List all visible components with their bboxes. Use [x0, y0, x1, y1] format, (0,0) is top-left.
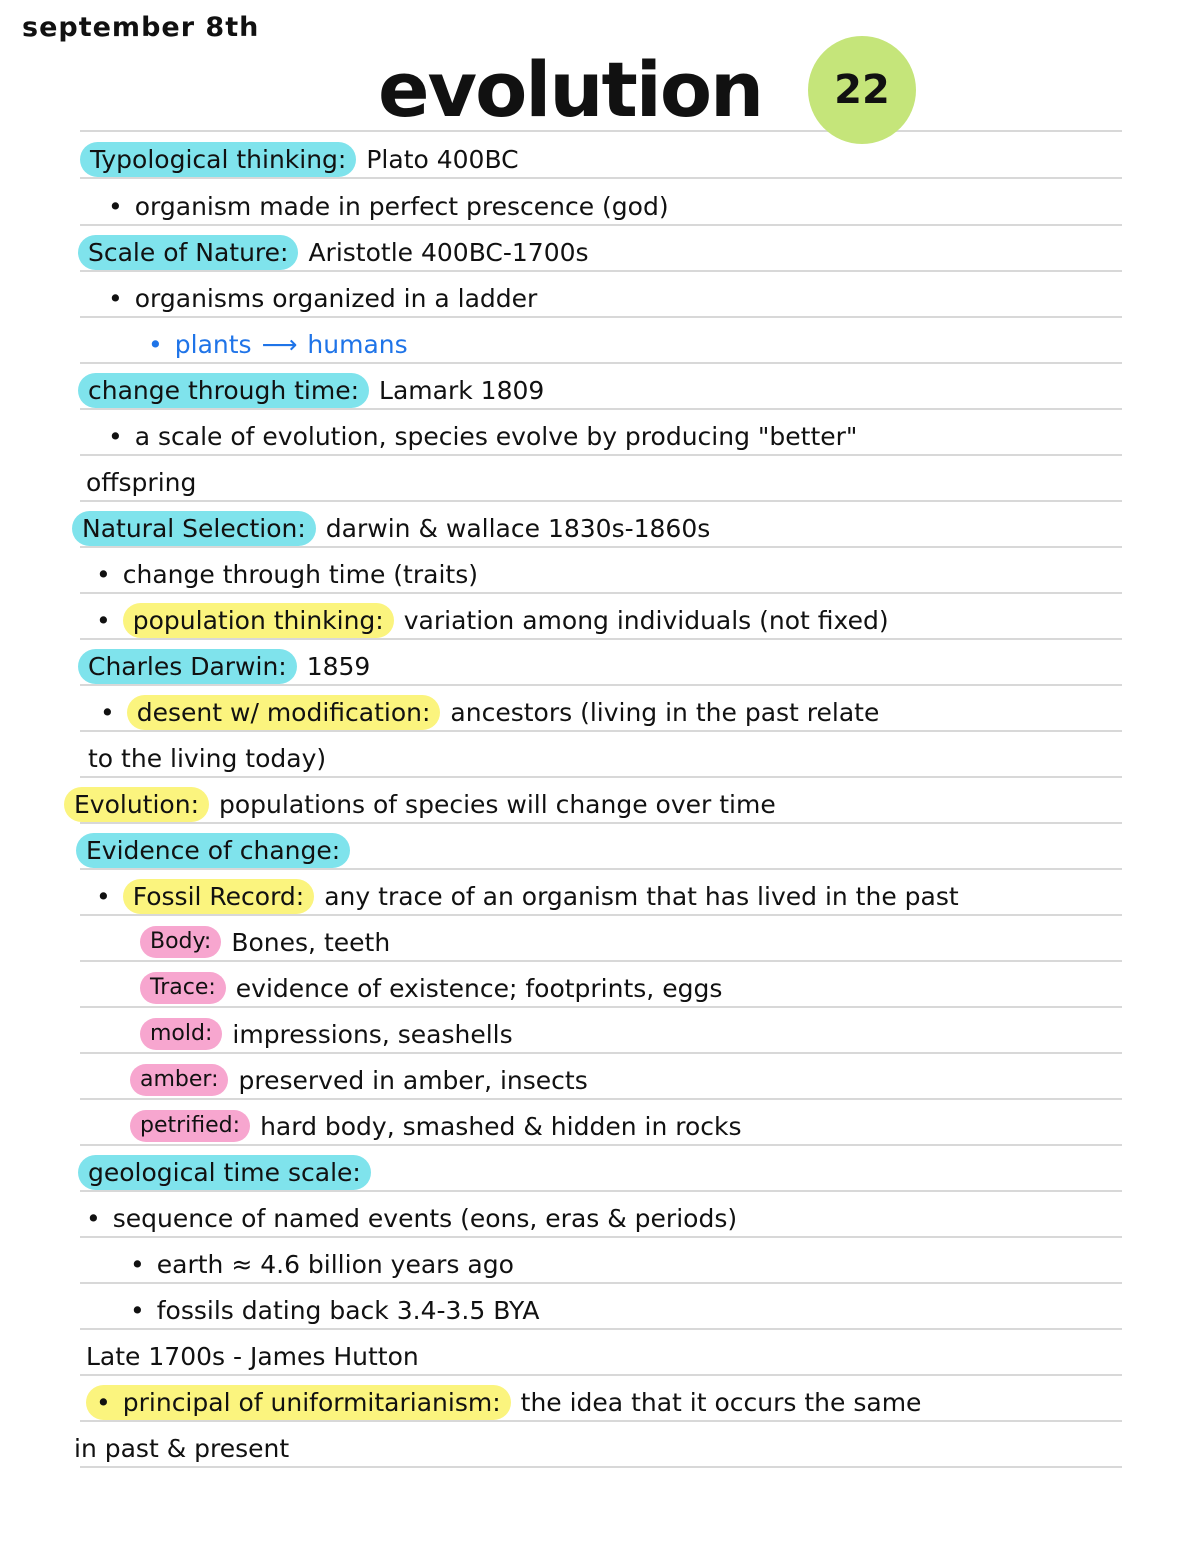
note-line: [140, 919, 390, 965]
arrow-right-icon: ⟶: [261, 329, 298, 359]
note-line: [78, 643, 370, 689]
note-text: variation among individuals (not fixed): [403, 605, 889, 635]
note-line: [130, 1057, 588, 1103]
highlighted-term: geological time scale:: [78, 1155, 371, 1190]
highlighted-term: amber:: [130, 1064, 228, 1096]
bullet-icon: •: [108, 421, 123, 451]
note-line: [86, 1379, 921, 1425]
note-line: [78, 229, 589, 275]
bullet-icon: •: [148, 329, 163, 359]
highlighted-term: population thinking:: [123, 603, 394, 638]
note-text: impressions, seashells: [232, 1019, 513, 1049]
bullet-icon: •: [130, 1249, 145, 1279]
note-line: [76, 827, 360, 873]
highlighted-term: Body:: [140, 926, 221, 958]
bullet-icon: •: [86, 1203, 101, 1233]
note-text: organism made in perfect prescence (god): [134, 191, 669, 221]
highlighted-term-text: principal of uniformitarianism:: [122, 1387, 501, 1417]
note-line: [80, 136, 519, 182]
note-line: [108, 413, 857, 459]
note-line: [96, 597, 889, 643]
note-text: evidence of existence; footprints, eggs: [235, 973, 723, 1003]
note-text: Bones, teeth: [231, 927, 391, 957]
page-number: 22: [834, 67, 890, 113]
note-text: humans: [307, 329, 408, 359]
note-line: [64, 781, 776, 827]
bullet-icon: •: [96, 559, 111, 589]
note-line: [88, 735, 326, 781]
highlighted-term: Trace:: [140, 972, 226, 1004]
note-line: [78, 367, 544, 413]
page-number-badge: [808, 36, 916, 144]
highlighted-term: Typological thinking:: [80, 142, 356, 177]
note-line: [74, 1425, 289, 1471]
note-line: [100, 689, 879, 735]
note-line: [140, 965, 722, 1011]
note-text: a scale of evolution, species evolve by producing "better": [134, 421, 858, 451]
bullet-icon: •: [100, 697, 115, 727]
note-text: plants: [174, 329, 252, 359]
note-line: [130, 1103, 742, 1149]
bullet-icon: •: [130, 1295, 145, 1325]
note-line: [108, 275, 537, 321]
highlighted-term: [86, 1385, 511, 1420]
highlighted-term: Charles Darwin:: [78, 649, 297, 684]
note-line: [86, 459, 196, 505]
highlighted-term: Evidence of change:: [76, 833, 350, 868]
bullet-icon: •: [96, 1387, 111, 1417]
page-title: evolution: [378, 45, 763, 134]
note-line: [86, 1195, 737, 1241]
bullet-icon: •: [108, 283, 123, 313]
note-text: Aristotle 400BC-1700s: [308, 237, 589, 267]
highlighted-term: Scale of Nature:: [78, 235, 298, 270]
note-line: [78, 1149, 381, 1195]
note-text: Late 1700s - James Hutton: [86, 1341, 419, 1371]
note-text: fossils dating back 3.4-3.5 BYA: [156, 1295, 540, 1325]
note-line: [96, 551, 478, 597]
highlighted-term: Evolution:: [64, 787, 209, 822]
note-line: [96, 873, 959, 919]
note-text: ancestors (living in the past relate: [450, 697, 880, 727]
highlighted-term: Fossil Record:: [123, 879, 314, 914]
bullet-icon: •: [96, 881, 111, 911]
highlighted-term: petrified:: [130, 1110, 250, 1142]
note-text: Lamark 1809: [379, 375, 545, 405]
note-text: offspring: [86, 467, 197, 497]
note-line: [72, 505, 710, 551]
note-text: any trace of an organism that has lived in the past: [324, 881, 959, 911]
note-line: [148, 321, 408, 367]
note-text: 1859: [306, 651, 371, 681]
highlighted-term: change through time:: [78, 373, 369, 408]
highlighted-term: desent w/ modification:: [127, 695, 441, 730]
highlighted-term: mold:: [140, 1018, 222, 1050]
note-line: [130, 1241, 514, 1287]
bullet-icon: •: [96, 605, 111, 635]
note-date: september 8th: [22, 12, 260, 43]
ruled-line: [80, 500, 1122, 502]
note-text: to the living today): [88, 743, 327, 773]
note-text: Plato 400BC: [366, 144, 519, 174]
note-line: [86, 1333, 419, 1379]
highlighted-term: Natural Selection:: [72, 511, 316, 546]
note-text: earth ≈ 4.6 billion years ago: [156, 1249, 514, 1279]
note-text: change through time (traits): [122, 559, 478, 589]
note-line: [108, 183, 669, 229]
note-line: [130, 1287, 539, 1333]
note-text: in past & present: [74, 1433, 290, 1463]
bullet-icon: •: [108, 191, 123, 221]
note-text: populations of species will change over time: [219, 789, 776, 819]
note-text: preserved in amber, insects: [238, 1065, 588, 1095]
note-text: sequence of named events (eons, eras & periods): [112, 1203, 738, 1233]
note-text: the idea that it occurs the same: [520, 1387, 922, 1417]
note-text: hard body, smashed & hidden in rocks: [260, 1111, 742, 1141]
note-text: organisms organized in a ladder: [134, 283, 538, 313]
note-line: [140, 1011, 513, 1057]
note-text: darwin & wallace 1830s-1860s: [325, 513, 711, 543]
